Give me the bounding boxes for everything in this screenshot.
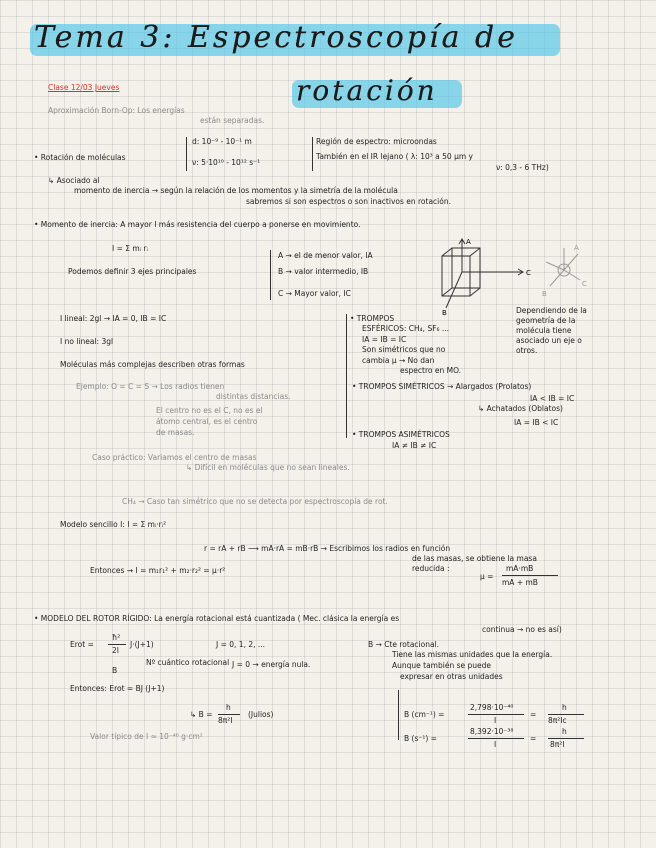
line: [218, 714, 240, 715]
trompos-4: Son simétricos que no: [362, 345, 446, 354]
cube-axis-a: A: [466, 238, 471, 246]
j-values: J = 0, 1, 2, ...: [216, 640, 266, 649]
molecule-diagram: [538, 240, 588, 300]
class-date: Clase 12/03 Jueves: [48, 83, 120, 92]
practical-1: Caso práctico: Variamos el centro de masas: [92, 453, 257, 462]
reduced-mass-mu: µ =: [480, 572, 494, 581]
rigid-rotor-label2: continua → no es así): [482, 625, 562, 634]
rotation-label: • Rotación de moléculas: [34, 153, 126, 162]
b-s-eq: =: [530, 734, 537, 743]
b-formula: ↳ B =: [190, 710, 213, 719]
reduced-mass-num: mA·mB: [506, 564, 534, 573]
depend-4: asociado un eje o: [516, 336, 582, 345]
asociado-1: ↳ Asociado al: [48, 176, 100, 185]
simple-model-2c: reducida :: [412, 564, 450, 573]
lineal-1: I lineal: 2gl → IA = 0, IB = IC: [60, 314, 167, 323]
rotation-d: d: 10⁻⁹ - 10⁻¹ m: [192, 137, 252, 146]
sim-2: IA < IB = IC: [530, 394, 575, 403]
vline: [398, 690, 399, 740]
erot-rest: J·(J+1): [130, 640, 154, 649]
j-zero: J = 0 → energía nula.: [232, 660, 311, 669]
example-2: distintas distancias.: [216, 392, 291, 401]
axes-cube-diagram: [432, 236, 542, 316]
depend-5: otros.: [516, 346, 538, 355]
sim-1: • TROMPOS SIMÉTRICOS → Alargados (Prolatos): [352, 382, 532, 391]
lineal-3: Moléculas más complejas describen otras formas: [60, 360, 245, 369]
trompos-3: IA = IB = IC: [362, 335, 407, 344]
sim-3: ↳ Achatados (Oblatos): [478, 404, 563, 413]
trompos-2: ESFÉRICOS: CH₄, SF₆ ...: [362, 324, 450, 333]
b-cm-eq: =: [530, 710, 537, 719]
mol-axis-b: B: [542, 290, 547, 298]
b-cm-num: 2,798·10⁻⁴⁰: [470, 703, 514, 712]
asim-2: IA ≠ IB ≠ IC: [392, 441, 437, 450]
erot-b-label: B: [112, 666, 118, 675]
asociado-3: sabremos si son espectros o son inactivos en rotación.: [246, 197, 451, 206]
erot-den: 2I: [112, 646, 119, 655]
simple-model-2b: de las masas, se obtiene la masa: [412, 554, 537, 563]
brace: [270, 250, 271, 300]
axes-label: Podemos definir 3 ejes principales: [68, 267, 197, 276]
sim-4: IA = IB < IC: [514, 418, 559, 427]
rigid-rotor-label: • MODELO DEL ROTOR RÍGIDO: La energía rotacional está cuantizada ( Mec. clásica la energía es: [34, 614, 400, 623]
b-desc-1: B → Cte rotacional.: [368, 640, 440, 649]
cube-axis-b: B: [442, 309, 447, 316]
page-title: Tema 3: Espectroscopía de: [34, 20, 518, 55]
mol-axis-a: A: [574, 244, 579, 252]
axis-a: A → el de menor valor, IA: [278, 251, 373, 260]
b-desc-4: expresar en otras unidades: [400, 672, 503, 681]
b-cm: B (cm⁻¹) =: [404, 710, 445, 719]
simple-model-1: Modelo sencillo I: I = Σ mᵢ·rᵢ²: [60, 520, 167, 529]
approx-line2: están separadas.: [200, 116, 265, 125]
line: [468, 738, 524, 739]
b-s-den: I: [494, 740, 497, 749]
erot-formula: Erot =: [70, 640, 94, 649]
simple-model-3: Entonces ⇝ I = m₁r₁² + m₂·r₂² = µ·r²: [90, 566, 226, 575]
axis-b: B → valor intermedio, IB: [278, 267, 369, 276]
example-1: Ejemplo: O = C = S → Los radios tienen: [76, 382, 225, 391]
typical-value: Valor típico de I ≈ 10⁻⁴⁶ g·cm²: [90, 732, 203, 741]
region-2: También en el IR lejano ( λ: 10³ a 50 µm y: [316, 152, 473, 161]
b-desc-3: Aunque también se puede: [392, 661, 491, 670]
b-formula-num: h: [226, 703, 231, 712]
region-3: ν: 0,3 - 6 THz): [496, 163, 549, 172]
inertia-label: • Momento de inercia: A mayor I más resistencia del cuerpo a ponerse en movimiento.: [34, 220, 361, 229]
b-cm-num2: h: [562, 703, 567, 712]
line: [502, 575, 558, 576]
trompos-1: • TROMPOS: [350, 314, 395, 323]
example-4: átomo central, es el centro: [156, 417, 258, 426]
b-desc-2: Tiene las mismas unidades que la energía.: [392, 650, 553, 659]
inertia-formula: I = Σ mᵢ rᵢ: [112, 244, 148, 253]
asociado-2: momento de inercia → según la relación de los momentos y la simetría de la molécula: [74, 186, 398, 195]
line: [548, 738, 584, 739]
erot-then: Entonces: Erot = BJ (J+1): [70, 684, 165, 693]
brace: [346, 314, 347, 438]
line: [108, 644, 126, 645]
b-formula-den: 8π²I: [218, 716, 233, 725]
b-s-num2: h: [562, 727, 567, 736]
lineal-2: I no lineal: 3gl: [60, 337, 114, 346]
asim-1: • TROMPOS ASIMÉTRICOS: [352, 430, 450, 439]
b-cm-den2: 8π²Ic: [548, 716, 567, 725]
trompos-6: espectro en MO.: [400, 366, 462, 375]
example-3: El centro no es el C, no es el: [156, 406, 263, 415]
b-s-den2: 8π²I: [550, 740, 565, 749]
simple-model-2: r = rA + rB ⟶ mA·rA = mB·rB → Escribimos los radios en función: [204, 544, 451, 553]
ch4-note: CH₄ → Caso tan simétrico que no se detecta por espectroscopía de rot.: [122, 497, 388, 506]
practical-2: ↳ Difícil en moléculas que no sean lineales.: [186, 463, 350, 472]
quantum-number: Nº cuántico rotacional: [146, 658, 230, 667]
b-cm-den: I: [494, 716, 497, 725]
depend-2: geometría de la: [516, 316, 576, 325]
example-5: de masas.: [156, 428, 195, 437]
rotation-v: ν: 5·10¹⁰ - 10¹² s⁻¹: [192, 158, 261, 167]
erot-num: ħ²: [112, 633, 121, 642]
line: [468, 714, 524, 715]
depend-3: molécula tiene: [516, 326, 572, 335]
region-1: Región de espectro: microondas: [316, 137, 437, 146]
trompos-5: cambia µ → No dan: [362, 356, 435, 365]
b-formula-unit: (Julios): [248, 710, 274, 719]
line: [548, 714, 584, 715]
cube-axis-c: C: [526, 269, 531, 277]
b-s: B (s⁻¹) =: [404, 734, 437, 743]
mol-axis-c: C: [582, 280, 587, 288]
axis-c: C → Mayor valor, IC: [278, 289, 351, 298]
approx-line1: Aproximación Born-Op: Los energías: [48, 106, 185, 115]
reduced-mass-den: mA + mB: [502, 578, 538, 587]
depend-1: Dependiendo de la: [516, 306, 587, 315]
brace: [186, 137, 187, 171]
brace: [312, 137, 313, 171]
page-title-line2: rotación: [296, 74, 438, 107]
b-s-num: 8,392·10⁻³⁸: [470, 727, 514, 736]
